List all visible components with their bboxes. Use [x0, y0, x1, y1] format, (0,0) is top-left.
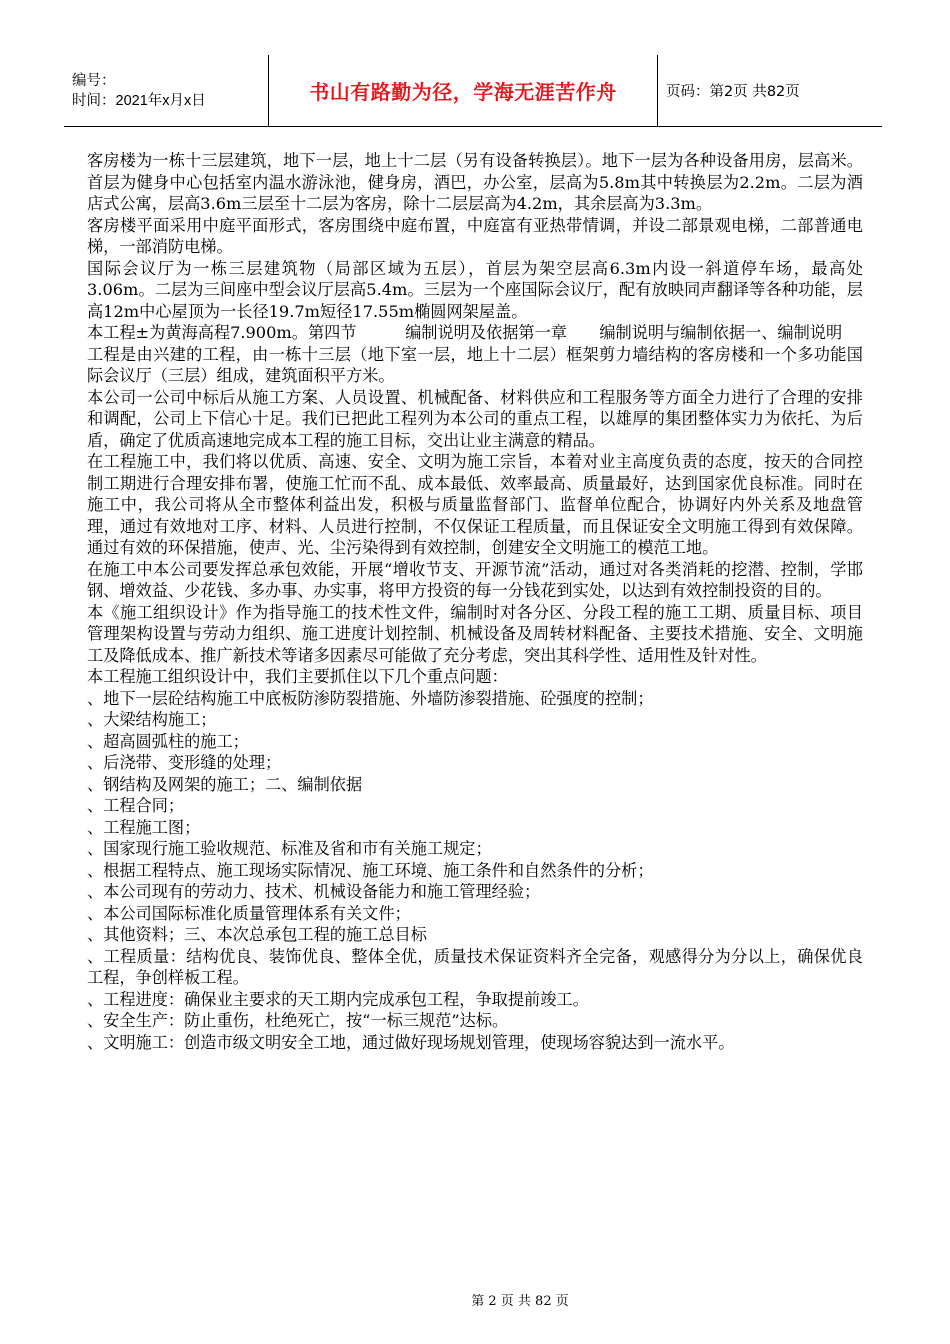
- document-body: [87, 150, 863, 1053]
- paragraph: 在工程施工中，我们将以优质、高速、安全、文明为施工宗旨，本着对业主高度负责的态度，按天的合同控制工期进行合理安排布署，使施工忙而不乱、成本最低、效率最高、质量最好，达到国家优良标准。同时在施工中，我公司将从全市整体利益出发，积极与质量监督部门、监督单位配合，协调好内外关系及地盘管理，通过有效地对工序、材料、人员进行控制，不仅保证工程质量，而且保证安全文明施工得到有效保障。通过有效的环保措施，使声、光、尘污染得到有效控制，创建安全文明施工的模范工地。: [87, 452, 863, 557]
- list-item: 、国家现行施工验收规范、标准及省和市有关施工规定；: [87, 839, 492, 858]
- list-item: 、超高圆弧柱的施工；: [87, 731, 249, 751]
- document-date-label: 时间：2021年x月x日: [72, 92, 206, 109]
- document-header: [64, 55, 882, 127]
- list-item: 、大梁结构施工；: [87, 710, 217, 729]
- list-item: 、工程施工图；: [87, 817, 201, 837]
- list-item: 、安全生产：防止重伤，杜绝死亡，按“一标三规范”达标。: [87, 1011, 509, 1030]
- paragraph: 本工程±为黄海高程7.900m。第四节 编制说明及依据第一章 编制说明与编制依据一、编制说明: [87, 323, 843, 342]
- list-item: 、本公司现有的劳动力、技术、机械设备能力和施工管理经验；: [87, 882, 541, 901]
- list-item: 、钢结构及网架的施工；二、编制依据: [87, 774, 363, 794]
- paragraph: 工程是由兴建的工程，由一栋十三层（地下室一层，地上十二层）框架剪力墙结构的客房楼和一个多功能国际会议厅（三层）组成，建筑面积平方米。: [87, 344, 863, 385]
- header-page-info: 页码：第2页 共82页: [658, 55, 883, 127]
- list-item: 、文明施工：创造市级文明安全工地，通过做好现场规划管理，使现场容貌达到一流水平。: [87, 1032, 735, 1052]
- list-item: 、地下一层砼结构施工中底板防渗防裂措施、外墙防渗裂措施、砼强度的控制；: [87, 688, 654, 708]
- paragraph: 客房楼平面采用中庭平面形式，客房围绕中庭布置，中庭富有亚热带情调，并设二部景观电梯，二部普通电梯，一部消防电梯。: [87, 215, 863, 256]
- paragraph: 客房楼为一栋十三层建筑，地下一层，地上十二层（另有设备转换层）。地下一层为各种设备用房，层高米。首层为健身中心包括室内温水游泳池，健身房，酒巴，办公室，层高为5.8m其中转换层为2.2m。二层为酒店式公寓，层高3.6m三层至十二层为客房，除十二层层高为4.2m，其余层高为3.3m。: [87, 151, 863, 213]
- paragraph: 本《施工组织设计》作为指导施工的技术性文件，编制时对各分区、分段工程的施工工期、质量目标、项目管理架构设置与劳动力组织、施工进度计划控制、机械设备及周转材料配备、主要技术措施、安全、文明施工及降低成本、推广新技术等诸多因素尽可能做了充分考虑，突出其科学性、适用性及针对性。: [87, 602, 863, 665]
- list-item: 、工程合同；: [87, 796, 185, 815]
- list-item: 、其他资料；三、本次总承包工程的施工总目标: [87, 925, 427, 944]
- list-item: 、根据工程特点、施工现场实际情况、施工环境、施工条件和自然条件的分析；: [87, 860, 654, 880]
- header-meta-cell: [64, 55, 269, 127]
- paragraph: 本工程施工组织设计中，我们主要抓住以下几个重点问题：: [87, 667, 508, 686]
- document-number-label: 编号：: [72, 72, 116, 89]
- header-motto: 书山有路勤为径，学海无涯苦作舟: [269, 55, 658, 127]
- list-item: 、本公司国际标准化质量管理体系有关文件；: [87, 903, 411, 923]
- paragraph: 本公司一公司中标后从施工方案、人员设置、机械配备、材料供应和工程服务等方面全力进行了合理的安排和调配，公司上下信心十足。我们已把此工程列为本公司的重点工程，以雄厚的集团整体实力为依托、为后盾，确定了优质高速地完成本工程的施工目标，交出让业主满意的精品。: [87, 387, 863, 450]
- list-item: 、后浇带、变形缝的处理；: [87, 753, 282, 772]
- paragraph: 在施工中本公司要发挥总承包效能，开展“增收节支、开源节流”活动，通过对各类消耗的挖潜、控制，学邯钢、增效益、少花钱、多办事、办实事，将甲方投资的每一分钱花到实处，以达到有效控制投资的目的。: [87, 559, 863, 600]
- list-item: 、工程进度：确保业主要求的天工期内完成承包工程，争取提前竣工。: [87, 989, 589, 1009]
- paragraph: 国际会议厅为一栋三层建筑物（局部区域为五层），首层为架空层高6.3m内设一斜道停车场，最高处3.06m。二层为三间座中型会议厅层高5.4m。三层为一个座国际会议厅，配有放映同声翻译等各种功能，层高12m中心屋顶为一长径19.7m短径17.55m椭圆网架屋盖。: [87, 258, 863, 321]
- list-item: 、工程质量：结构优良、装饰优良、整体全优，质量技术保证资料齐全完备，观感得分为分以上，确保优良工程，争创样板工程。: [87, 946, 863, 987]
- page-footer: 第 2 页 共 82 页: [471, 1294, 569, 1309]
